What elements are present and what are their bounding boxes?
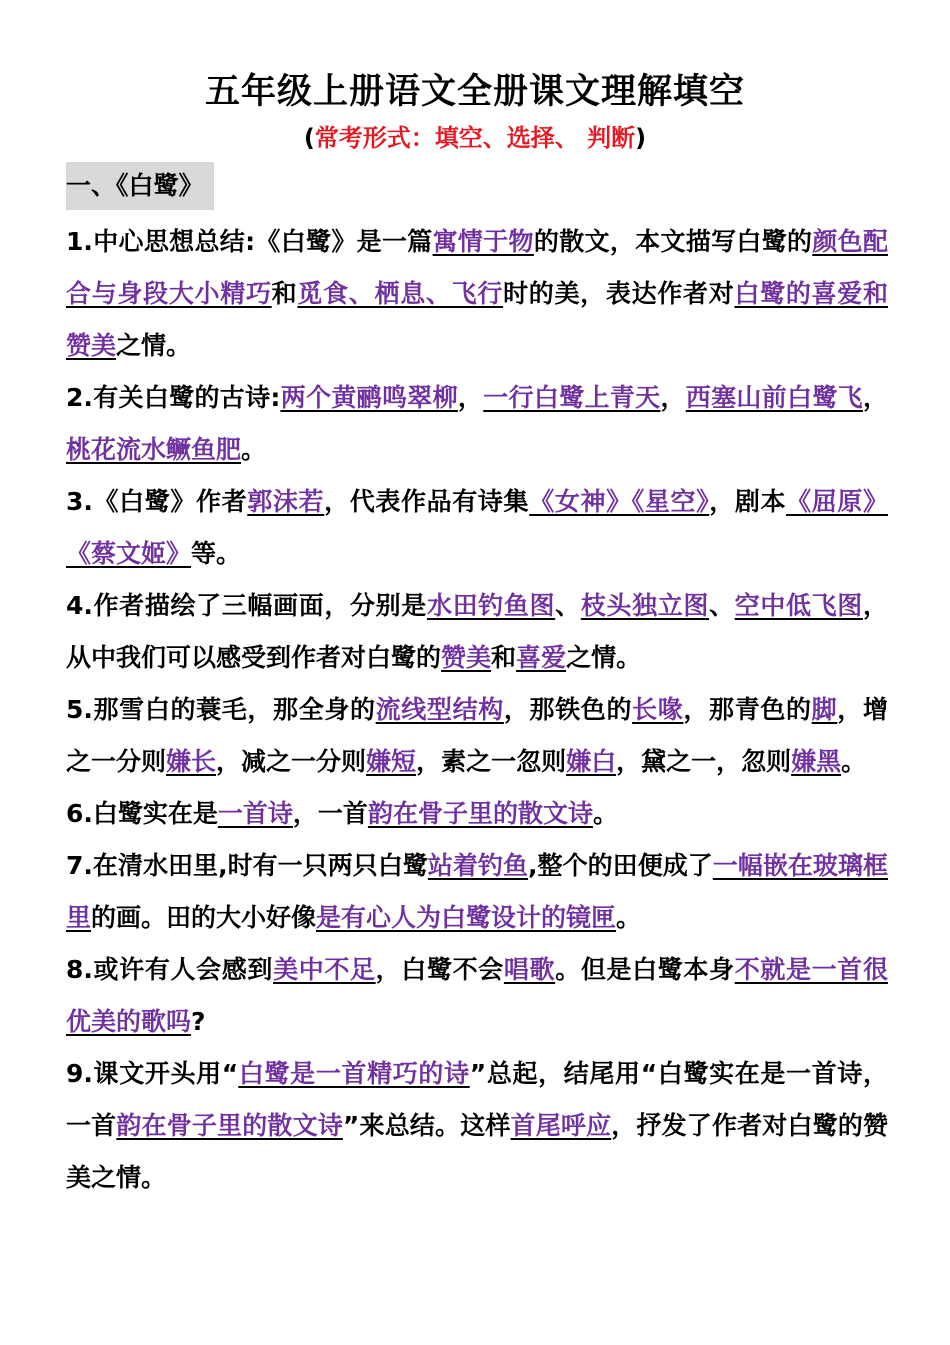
- question-text: ，素之一忽则: [416, 747, 567, 776]
- question-item: [66, 944, 888, 1048]
- question-text: ,整个的田便成了: [528, 851, 713, 880]
- answer-blank: 韵在骨子里的散文诗: [367, 799, 593, 828]
- subtitle-text: 常考形式：填空、选择、 判断: [314, 124, 636, 152]
- answer-blank: 西塞山前白鹭飞: [685, 383, 863, 412]
- question-text: 。: [592, 799, 618, 828]
- answer-blank: 白鹭是一首精巧的诗: [238, 1059, 470, 1088]
- question-text: 7.在清水田里,时有一只两只白鹭: [66, 851, 428, 880]
- page-subtitle: [0, 118, 950, 153]
- question-text: ，那青色的: [683, 695, 812, 724]
- question-text: 之情。: [566, 643, 642, 672]
- answer-blank: 长喙: [632, 695, 684, 724]
- answer-blank: 《屈原》《蔡文姬》: [66, 487, 888, 568]
- question-text: ，白鹭不会: [375, 955, 504, 984]
- question-text: ，: [660, 383, 686, 412]
- question-text: 之情。: [116, 331, 192, 360]
- answer-blank: 不就是一首很优美的歌吗: [66, 955, 888, 1036]
- question-item: [66, 372, 888, 476]
- question-text: 的画。田的大小好像: [91, 903, 317, 932]
- question-item: [66, 216, 888, 372]
- question-text: 。但是白鹭本身: [555, 955, 735, 984]
- answer-blank: 美中不足: [273, 955, 376, 984]
- answer-blank: 白鹭的喜爱和赞美: [66, 279, 888, 360]
- answer-blank: 颜色配合与身段大小精巧: [66, 227, 888, 308]
- answer-blank: 喜爱: [516, 643, 567, 672]
- question-text: ，那铁色的: [503, 695, 633, 724]
- question-text: ，: [457, 383, 484, 412]
- question-text: 。: [241, 435, 267, 464]
- question-text: ?: [191, 1007, 206, 1036]
- answer-blank: 唱歌: [503, 955, 556, 984]
- question-text: ”来总结。这样: [342, 1111, 511, 1140]
- answer-blank: 两个黄鹂鸣翠柳: [280, 383, 458, 412]
- question-text: 。: [616, 903, 642, 932]
- answer-blank: 枝头独立图: [580, 591, 710, 620]
- question-text: ，抒发了作者对白鹭的赞美之情。: [66, 1111, 888, 1192]
- answer-blank: 嫌黑: [791, 747, 842, 776]
- question-text: 6.白鹭实在是: [66, 799, 218, 828]
- question-item: [66, 580, 888, 684]
- answer-blank: 一首诗: [217, 799, 293, 828]
- answer-blank: 嫌长: [166, 747, 217, 776]
- question-item: [66, 840, 888, 944]
- question-item: [66, 1048, 888, 1204]
- question-text: 8.或许有人会感到: [66, 955, 274, 984]
- answer-blank: 一幅嵌在玻璃框里: [66, 851, 888, 932]
- answer-blank: 水田钓鱼图: [426, 591, 556, 620]
- question-text: ，代表作品有诗集: [324, 487, 530, 516]
- question-text: 9.课文开头用“: [66, 1059, 239, 1088]
- answer-blank: 空中低飞图: [734, 591, 863, 620]
- question-text: ，黛之一，忽则: [616, 747, 792, 776]
- answer-blank: 一行白鹭上青天: [483, 383, 661, 412]
- question-text: 、: [709, 591, 735, 620]
- question-text: 、: [555, 591, 581, 620]
- answer-blank: 赞美: [441, 643, 492, 672]
- question-text: 时的美，表达作者对: [503, 279, 735, 308]
- question-item: [66, 788, 888, 840]
- question-item: [66, 684, 888, 788]
- answer-blank: 《女神》《星空》: [529, 487, 710, 516]
- question-text: 3.《白鹭》作者: [66, 487, 248, 516]
- question-text: 2.有关白鹭的古诗:: [66, 383, 281, 412]
- question-text: 和: [271, 279, 298, 308]
- question-item: [66, 476, 888, 580]
- answer-blank: 脚: [811, 695, 838, 724]
- section-heading: 一、《白鹭》: [66, 162, 214, 210]
- answer-blank: 韵在骨子里的散文诗: [116, 1111, 343, 1140]
- question-text: ”总起，结尾用“白鹭实在是一首诗，一首: [66, 1059, 888, 1140]
- question-list: [66, 216, 888, 1204]
- question-text: 1.中心思想总结:《白鹭》是一篇: [66, 227, 433, 256]
- answer-blank: 是有心人为白鹭设计的镜匣: [316, 903, 617, 932]
- question-text: 等。: [191, 539, 242, 568]
- subtitle-open-paren: (: [303, 124, 315, 152]
- answer-blank: 寓情于物: [432, 227, 534, 256]
- answer-blank: 站着钓鱼: [427, 851, 529, 880]
- answer-blank: 郭沫若: [247, 487, 325, 516]
- question-text: 的散文，本文描写白鹭的: [533, 227, 813, 256]
- question-text: ，剧本: [709, 487, 787, 516]
- question-text: ，一首: [292, 799, 368, 828]
- question-text: ，减之一分则: [216, 747, 367, 776]
- question-text: ，增之一分则: [66, 695, 888, 776]
- answer-blank: 觅食、栖息、飞行: [297, 279, 504, 308]
- question-text: 。: [841, 747, 867, 776]
- question-text: 5.那雪白的蓑毛，那全身的: [66, 695, 376, 724]
- question-text: 和: [491, 643, 517, 672]
- subtitle-close-paren: ): [635, 124, 647, 152]
- answer-blank: 流线型结构: [375, 695, 504, 724]
- answer-blank: 嫌白: [566, 747, 617, 776]
- answer-blank: 首尾呼应: [510, 1111, 612, 1140]
- answer-blank: 嫌短: [366, 747, 417, 776]
- page-title: 五年级上册语文全册课文理解填空: [204, 72, 745, 112]
- answer-blank: 桃花流水鳜鱼肥: [66, 435, 242, 464]
- question-text: ，: [862, 383, 888, 412]
- question-text: ，从中我们可以感受到作者对白鹭的: [66, 591, 888, 672]
- question-text: 4.作者描绘了三幅画面，分别是: [66, 591, 427, 620]
